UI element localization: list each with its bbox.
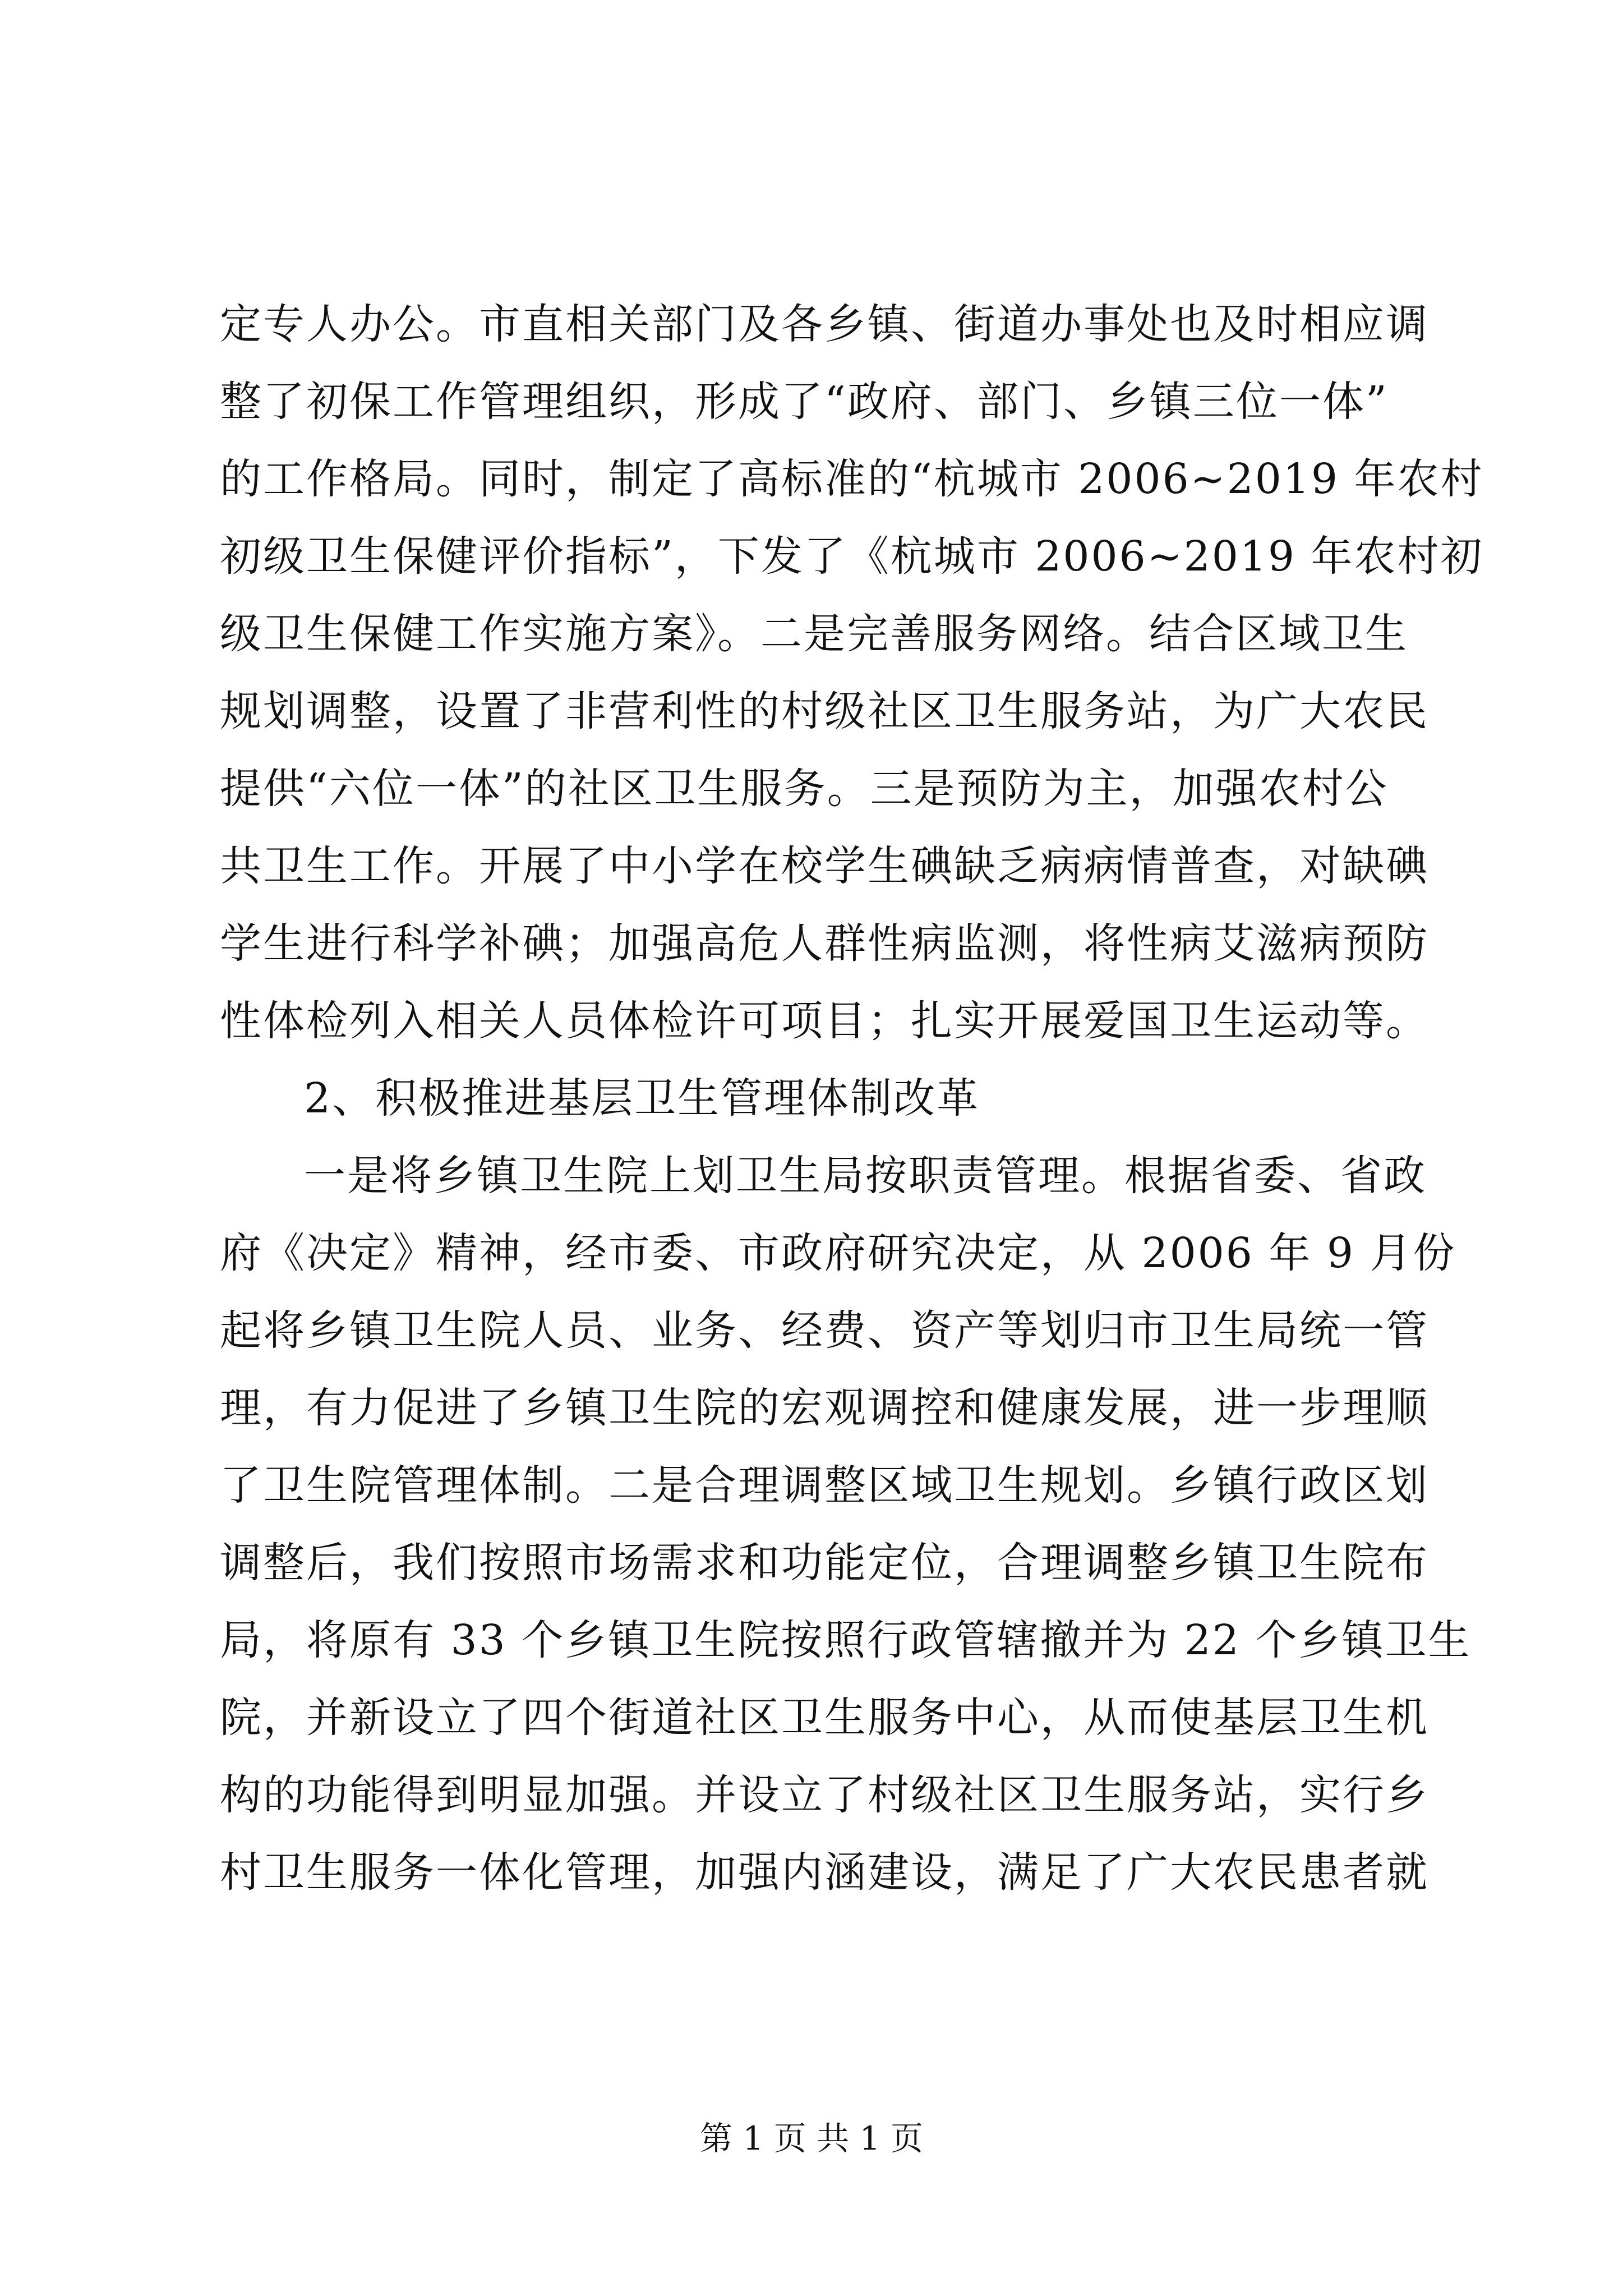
- paragraph-2-line-10: 村卫生服务一体化管理，加强内涵建设，满足了广大农民患者就: [220, 1848, 1429, 1897]
- paragraph-2-line-8: 院，并新设立了四个街道社区卫生服务中心，从而使基层卫生机: [220, 1694, 1429, 1742]
- paragraph-1-line-1: 定专人办公。市直相关部门及各乡镇、街道办事处也及时相应调: [220, 300, 1429, 348]
- paragraph-2-line-4: 理，有力促进了乡镇卫生院的宏观调控和健康发展，进一步理顺: [220, 1384, 1429, 1432]
- paragraph-2-line-5: 了卫生院管理体制。二是合理调整区域卫生规划。乡镇行政区划: [220, 1461, 1429, 1510]
- paragraph-1-line-10: 性体检列入相关人员体检许可项目；扎实开展爱国卫生运动等。: [220, 997, 1429, 1045]
- page-number-footer: 第 1 页 共 1 页: [700, 2119, 923, 2157]
- paragraph-1-line-5: 级卫生保健工作实施方案》。二是完善服务网络。结合区域卫生: [220, 610, 1408, 658]
- paragraph-1-line-4: 初级卫生保健评价指标”，下发了《杭城市 2006~2019 年农村初: [220, 532, 1484, 581]
- paragraph-1-line-2: 整了初保工作管理组织，形成了“政府、部门、乡镇三位一体”: [220, 378, 1389, 426]
- paragraph-2-line-2: 府《决定》精神，经市委、市政府研究决定，从 2006 年 9 月份: [220, 1229, 1456, 1277]
- paragraph-2-line-1: 一是将乡镇卫生院上划卫生局按职责管理。根据省委、省政: [304, 1152, 1427, 1200]
- paragraph-2-line-3: 起将乡镇卫生院人员、业务、经费、资产等划归市卫生局统一管: [220, 1306, 1429, 1355]
- paragraph-1-line-7: 提供“六位一体”的社区卫生服务。三是预防为主，加强农村公: [220, 765, 1389, 813]
- paragraph-2-line-6: 调整后，我们按照市场需求和功能定位，合理调整乡镇卫生院布: [220, 1539, 1429, 1587]
- section-heading: 2、积极推进基层卫生管理体制改革: [304, 1074, 980, 1122]
- paragraph-1-line-8: 共卫生工作。开展了中小学在校学生碘缺乏病病情普查，对缺碘: [220, 842, 1429, 890]
- paragraph-2-line-9: 构的功能得到明显加强。并设立了村级社区卫生服务站，实行乡: [220, 1771, 1429, 1819]
- paragraph-1-line-9: 学生进行科学补碘；加强高危人群性病监测，将性病艾滋病预防: [220, 919, 1429, 968]
- paragraph-1-line-3: 的工作格局。同时，制定了高标准的“杭城市 2006~2019 年农村: [220, 455, 1484, 503]
- paragraph-2-line-7: 局，将原有 33 个乡镇卫生院按照行政管辖撤并为 22 个乡镇卫生: [220, 1616, 1472, 1664]
- paragraph-1-line-6: 规划调整，设置了非营利性的村级社区卫生服务站，为广大农民: [220, 687, 1429, 735]
